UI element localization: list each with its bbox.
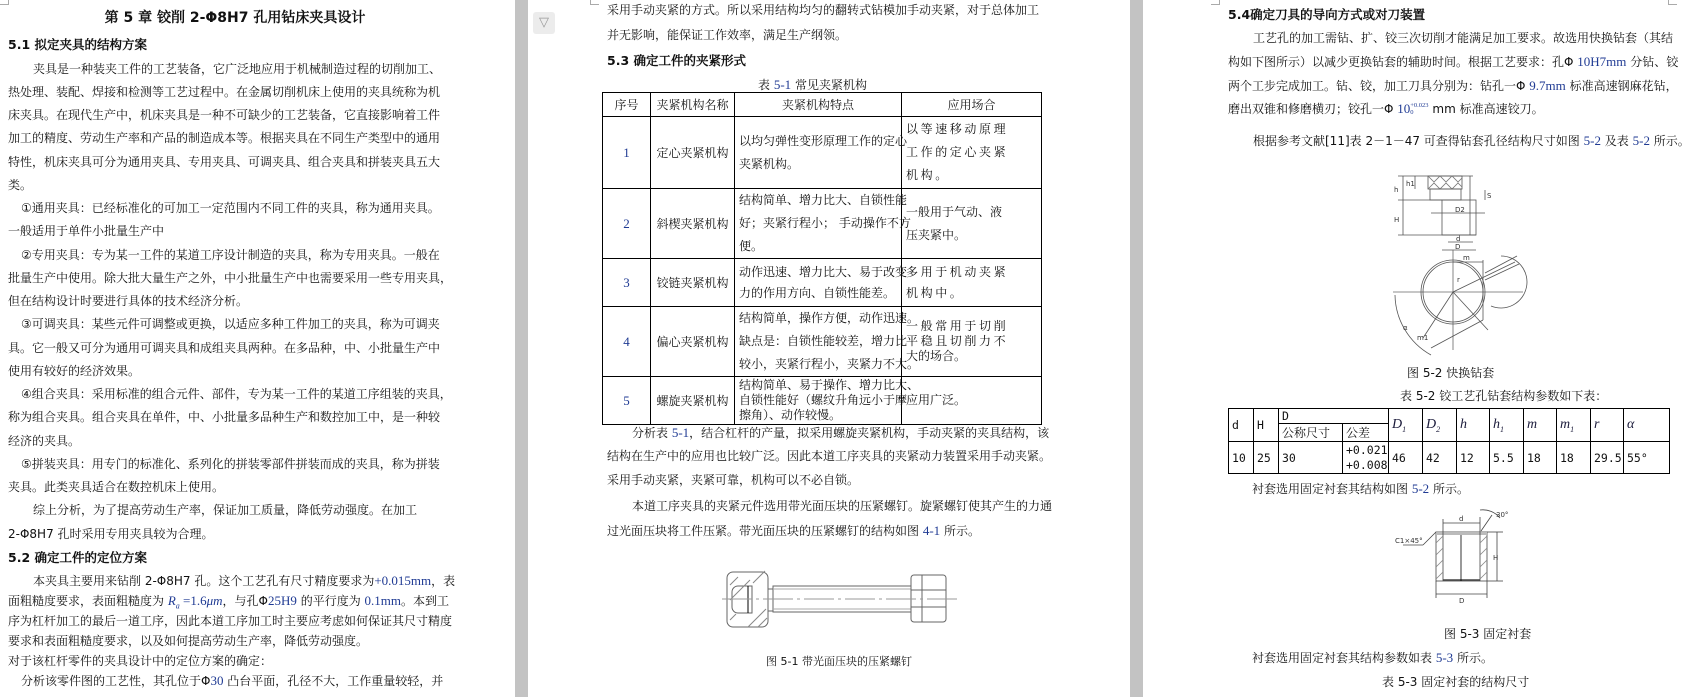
cell-line: 结构简单，操作方便，动作迅速。: [739, 311, 920, 325]
text-line: 对于该杠杆零件的夹具设计中的定位方案的确定：: [8, 654, 273, 668]
angle-label: 30°: [1496, 511, 1509, 519]
table-row: [603, 189, 1042, 259]
text: 所示。: [1429, 481, 1469, 496]
text-line: 综上分析，为了提高劳动生产率，保证加工质量，降低劳动强度。在加工: [33, 503, 418, 518]
chamfer-label: C1×45°: [1395, 537, 1423, 545]
dimension-label: m: [1463, 254, 1470, 262]
table-5-1-clamping-mechanisms: [602, 92, 1042, 425]
header-cell: 序号: [603, 93, 651, 117]
table-5-2-caption: 表 5-2 铰工艺孔钻套结构参数如下表：: [1400, 389, 1608, 403]
text-line: 一般适用于单件小批量生产中: [8, 224, 165, 239]
value-D-nominal: 30: [1279, 442, 1343, 474]
parallelism-value: 0.1mm: [364, 593, 402, 608]
document-page-2: [528, 0, 1130, 697]
text-line: ②专用夹具：专为某一工件的某道工序设计制造的夹具，称为专用夹具。一般在: [21, 247, 440, 262]
cell-line: 力的作用方向、自锁性能差。: [739, 285, 896, 300]
header-h1: [1490, 409, 1524, 442]
value-h: 12: [1457, 442, 1490, 474]
crop-mark: [0, 0, 9, 5]
cell-line: 平稳且切削力不: [906, 334, 1009, 348]
dimension-label: m1: [1417, 334, 1429, 342]
header-D2: [1423, 409, 1457, 442]
upper-tolerance: +0.021: [1346, 442, 1388, 457]
text-line: 工艺孔的加工需钻、扩、铰三次切削才能满足加工要求。故选用快换钻套（其结: [1253, 30, 1674, 45]
subscript: 1: [1500, 424, 1504, 434]
text: 分析该零件图的工艺性，其孔位于Φ: [21, 674, 211, 688]
mechanism-name: 定心夹紧机构: [651, 117, 735, 189]
dimension-label: α: [1403, 324, 1408, 332]
dimension-label: r: [1457, 276, 1460, 284]
section-heading-5-4: 5.4确定刀具的导向方式或对刀装置: [1228, 6, 1426, 22]
figure-5-2-quick-change-drill-bushing-drawing: [1393, 170, 1543, 355]
cell-line: 一般常用于切削: [906, 319, 1009, 333]
mechanism-usage: [902, 377, 1042, 425]
header-d: d: [1229, 409, 1254, 442]
cell-line: 结构简单、增力比大、自锁性能: [739, 193, 908, 207]
text-line: 加工的精度、劳动生产率和产品的制造成本等。根据夹具在不同生产类型中的通用: [8, 131, 441, 146]
table-5-3-caption: 表 5-3 固定衬套的结构尺寸: [1382, 675, 1530, 689]
text: 及表: [1600, 133, 1633, 148]
text-line: 使用有较好的经济效果。: [8, 363, 141, 378]
text-line: 采用手动夹紧的方式。所以采用结构均匀的翻转式钻模加手动夹紧，对于总体加工: [607, 2, 1040, 17]
subscript: 1: [1570, 424, 1575, 434]
text: 本夹具主要用来钻削 2-Φ8H7 孔。这个工艺孔有尺寸精度要求为: [33, 574, 375, 588]
row-number: 1: [603, 117, 651, 189]
text: 所示。: [1649, 133, 1690, 148]
cell-line: 便。: [739, 239, 764, 253]
cell-line: 自锁性能好（螺纹升角远小于摩: [739, 393, 908, 407]
header-D-tolerance: 公差: [1343, 424, 1389, 442]
mechanism-usage: [902, 307, 1042, 377]
cell-line: 机构中。: [906, 285, 965, 300]
text: 分析表: [632, 426, 672, 440]
row-number: 3: [603, 259, 651, 307]
figure-5-2-caption: 图 5-2 快换钻套: [1407, 366, 1495, 380]
text: 所示。: [1453, 650, 1493, 665]
dimension-label: D: [1455, 243, 1461, 251]
symbol: h: [1493, 416, 1500, 432]
crop-mark: [1211, 0, 1220, 5]
cell-line: 压夹紧中。: [906, 227, 967, 242]
text-line: [1228, 97, 1544, 120]
text-line: 2-Φ8H7 孔时采用专用夹具较为合理。: [8, 526, 214, 541]
cell-line: 缺点是：自锁性能较差，增力比: [739, 334, 908, 348]
text-line: [1228, 50, 1678, 73]
subscript: 1: [1402, 424, 1407, 434]
text-line: 要求和表面粗糙度要求，以及如何提高劳动生产率，降低劳动强度。: [8, 634, 369, 648]
header-H: H: [1254, 409, 1279, 442]
dimension-label: D: [1459, 597, 1465, 605]
table-row: [603, 259, 1042, 307]
text-line: 结构在生产中的应用也比较广泛。因此本道工序夹具的夹紧动力装置采用手动夹紧。: [607, 449, 1052, 463]
cell-line: 多用于机动夹紧: [906, 264, 1009, 279]
dimension-label: d: [1459, 515, 1464, 523]
text-line: [607, 519, 980, 542]
mechanism-features: [735, 189, 911, 259]
cell-line: 擦角）、动作较慢。: [739, 408, 842, 422]
text-line: ④组合夹具：采用标准的组合元件、部件，专为某一工件的某道工序组装的夹具，: [21, 387, 452, 401]
cell-line: 大的场合。: [906, 349, 967, 363]
mechanism-features: [735, 259, 908, 307]
dimension-label: d: [1456, 235, 1461, 243]
text-line: 夹具是一种装夹工件的工艺装备，它广泛地应用于机械制造过程的切削加工、: [33, 61, 442, 76]
figure-5-1-clamping-screw-drawing: [718, 565, 963, 633]
text-line: ⑤拼装夹具：用专门的标准化、系列化的拼装零部件拼装而成的夹具，称为拼装: [21, 456, 440, 471]
cell-line: 好；夹紧行程小； 手动操作不方: [739, 216, 911, 230]
header-cell: 夹紧机构特点: [735, 93, 902, 117]
symbol: D: [1426, 416, 1437, 432]
cell-line: 夹紧机构。: [739, 156, 800, 171]
text-line: 床夹具。在现代生产中，机床夹具是一种不可缺少的工艺装备，它直接影响着工件: [8, 108, 441, 122]
text-line: [1252, 646, 1493, 669]
text-line: ③可调夹具：某些元件可调整或更换，以适应多种工件加工的夹具，称为可调夹: [21, 317, 440, 332]
section-heading-5-2: 5.2 确定工件的定位方案: [8, 549, 147, 565]
text-line: 本道工序夹具的夹紧元件选用带光面压块的压紧螺钉。旋紧螺钉使其产生的力通: [632, 499, 1053, 513]
cell-line: 动作迅速、增力比大、易于改变: [739, 264, 908, 279]
text: 标准高速钢麻花钻，: [1565, 78, 1678, 93]
text: 磨出双锥和修磨横刃；铰孔一Φ: [1228, 101, 1398, 116]
text-line: 特性，机床夹具可分为通用夹具、专用夹具、可调夹具、组合夹具和拼装夹具五大: [8, 154, 441, 169]
value-m: 18: [1524, 442, 1557, 474]
reamer-size: 10: [1397, 100, 1411, 116]
mechanism-features: [735, 117, 908, 189]
text-line: 批量生产中使用。除大批大量生产之外，中小批量生产中也需要采用一些专用夹具，: [8, 270, 453, 285]
value-D-tolerance: [1343, 442, 1389, 474]
chapter-title: 第 5 章 铰削 2-Φ8H7 孔用钻床夹具设计: [104, 10, 366, 26]
table-ref: 5-1: [671, 425, 690, 440]
cell-line: 机构。: [906, 168, 950, 182]
cell-line: 一般用于气动、液: [906, 204, 1003, 219]
cell-line: 工作的定心夹紧: [906, 145, 1009, 159]
value-r: 29.5: [1591, 442, 1624, 474]
symbol: m: [1560, 416, 1571, 432]
text: 根据参考文献[11]表 2－1－47 可查得钻套孔径结构尺寸如图: [1253, 133, 1584, 148]
dimension-label: h1: [1406, 180, 1415, 188]
text-line: [607, 421, 1049, 444]
roughness-subscript: a: [175, 601, 180, 611]
text-line: 采用手动夹紧，夹紧可靠，机构可以不必自锁。: [607, 472, 860, 487]
text-line: 具。它一般又可分为通用可调夹具和成组夹具两种。在多品种，中、小批量生产中: [8, 340, 441, 355]
figure-5-1-caption: 图 5-1 带光面压块的压紧螺钉: [766, 655, 912, 668]
value-m1: 18: [1557, 442, 1591, 474]
boss-diameter: 30: [210, 673, 224, 688]
cell-line: 以均匀弹性变形原理工作的定心: [739, 133, 908, 148]
value-h1: 5.5: [1490, 442, 1524, 474]
hole-spec: 25H9: [268, 593, 297, 608]
text: 。本到工: [401, 594, 450, 608]
document-page-3: [1143, 0, 1696, 697]
crop-mark: [590, 0, 599, 5]
cell-line: 以等速移动原理: [906, 122, 1009, 136]
text-line: 称为组合夹具。组合夹具在单件，中、小批量多品种生产和数控加工中，是一种较: [8, 410, 441, 425]
roughness-value: =1.6: [179, 593, 207, 608]
mechanism-features: [735, 377, 920, 425]
upper-tolerance: +0.023: [1410, 102, 1429, 109]
header-m: m: [1524, 409, 1557, 442]
dimension-label: H: [1493, 554, 1499, 562]
value-D1: 46: [1389, 442, 1423, 474]
section-heading-5-1: 5.1 拟定夹具的结构方案: [8, 37, 147, 52]
header-D: D: [1279, 409, 1389, 424]
section-5-1-body: [8, 58, 455, 692]
header-r: r: [1591, 409, 1624, 442]
mechanism-name: 铰链夹紧机构: [651, 259, 735, 307]
roughness-unit: μm: [206, 593, 223, 608]
mechanism-name: 斜楔夹紧机构: [651, 189, 735, 259]
text-line: 序为杠杆加工的最后一道工序，因此本道工序加工时主要应考虑如何保证其尺寸精度: [8, 614, 453, 628]
table-row: [603, 377, 1042, 425]
table-row: [1229, 442, 1670, 474]
text-line: [1228, 74, 1678, 97]
mechanism-name: 螺旋夹紧机构: [651, 377, 735, 425]
header-alpha: α: [1624, 409, 1670, 442]
crop-mark: [1668, 0, 1677, 5]
mechanism-usage: [902, 259, 1042, 307]
value-d: 10: [1229, 442, 1254, 474]
table-ref: 5-1: [773, 76, 792, 92]
text: 的平行度为: [296, 594, 365, 608]
header-h: h: [1457, 409, 1490, 442]
text-line: 并无影响，能保证工作效率，满足生产纲领。: [607, 27, 848, 42]
cell-line: 应用广泛。: [906, 393, 967, 407]
symbol: D: [1392, 416, 1403, 432]
dimension-label: D2: [1455, 206, 1465, 214]
table-row: [603, 307, 1042, 377]
table-ref: 5-3: [1435, 649, 1454, 665]
text: 表: [758, 77, 774, 92]
dimension-label: H: [1394, 216, 1400, 224]
text-line: 夹具。此类夹具适合在数控机床上使用。: [8, 480, 225, 494]
text-line: [8, 671, 455, 691]
row-number: 2: [603, 189, 651, 259]
text-line: [8, 571, 455, 591]
table-5-2-drill-bushing-parameters: [1228, 408, 1670, 474]
collapse-triangle-down-icon[interactable]: ▽: [533, 12, 555, 34]
dimension-label: S: [1487, 192, 1492, 200]
figure-ref: 4-1: [922, 522, 941, 538]
text-line: ①通用夹具：已经标准化的可加工一定范围内不同工件的夹具，称为通用夹具。: [21, 201, 440, 215]
lower-tolerance: +0.008: [1346, 457, 1388, 472]
figure-ref: 5-2: [1411, 480, 1430, 496]
header-m1: [1557, 409, 1591, 442]
text: 分钻、铰: [1626, 54, 1679, 69]
figure-5-3-caption: 图 5-3 固定衬套: [1444, 627, 1532, 641]
text: ，表: [431, 574, 456, 588]
figure-5-3-fixed-bushing-drawing: [1393, 505, 1523, 605]
hole-spec: 10H7mm: [1577, 53, 1627, 69]
lower-tolerance: 0: [1410, 109, 1414, 116]
value-H: 25: [1254, 442, 1279, 474]
mechanism-features: [735, 307, 920, 377]
text-line: [1252, 477, 1469, 500]
drill-size: 9.7mm: [1529, 77, 1566, 93]
text-line: 但在结构设计时要进行具体的技术经济分析。: [8, 294, 249, 308]
figure-ref: 5-2: [1583, 132, 1601, 148]
text: 所示。: [940, 523, 980, 538]
text-line: 经济的夹具。: [8, 433, 81, 448]
header-D1: [1389, 409, 1423, 442]
text-line: [1228, 129, 1690, 152]
table-header-row: [603, 93, 1042, 117]
mechanism-usage: [902, 189, 1042, 259]
mechanism-name: 偏心夹紧机构: [651, 307, 735, 377]
subscript: 2: [1436, 424, 1441, 434]
header-cell: 夹紧机构名称: [651, 93, 735, 117]
section-heading-5-3: 5.3 确定工件的夹紧形式: [607, 52, 746, 68]
value-alpha: 55°: [1624, 442, 1670, 474]
mechanism-usage: [902, 117, 1042, 189]
row-number: 5: [603, 377, 651, 425]
text: ，与孔Φ: [222, 594, 268, 608]
text: 凸台平面，孔径不大，工作重量较轻，并: [223, 674, 444, 688]
text: 面粗糙度要求，表面粗糙度为: [8, 594, 168, 608]
header-D-nominal: 公称尺寸: [1279, 424, 1343, 442]
text-line: [8, 591, 455, 611]
text: 衬套选用固定衬套其结构参数如表: [1252, 650, 1436, 665]
tolerance-value: +0.015mm: [374, 573, 432, 588]
text: 过光面压块将工件压紧。带光面压块的压紧螺钉的结构如图: [607, 523, 923, 538]
value-D2: 42: [1423, 442, 1457, 474]
cell-line: 结构简单、易于操作、增力比大、: [739, 378, 920, 392]
document-page-1: [0, 0, 515, 697]
roughness-symbol: R: [167, 593, 176, 608]
row-number: 4: [603, 307, 651, 377]
dimension-label: h: [1394, 186, 1399, 194]
text: 两个工步完成加工。钻、铰，加工刀具分别为：钻孔一Φ: [1228, 78, 1530, 93]
text: 衬套选用固定衬套其结构如图: [1252, 481, 1412, 496]
header-cell: 应用场合: [902, 93, 1042, 117]
text-line: 类。: [8, 177, 33, 192]
table-row: [603, 117, 1042, 189]
text: 常见夹紧机构: [791, 77, 867, 92]
text-line: 热处理、装配、焊接和检测等工艺过程中。在金属切削机床上使用的夹具统称为机: [8, 84, 441, 99]
cell-line: 较小，夹紧行程小，夹紧力不大。: [739, 357, 920, 371]
text: 构如下图所示）以减少更换钻套的辅助时间。根据工艺要求：孔Φ: [1228, 54, 1578, 69]
text: mm 标准高速铰刀。: [1428, 101, 1544, 116]
text: ，结合杠杆的产量，拟采用螺旋夹紧机构，手动夹紧的夹具结构，该: [689, 426, 1050, 440]
table-ref: 5-2: [1632, 132, 1650, 148]
